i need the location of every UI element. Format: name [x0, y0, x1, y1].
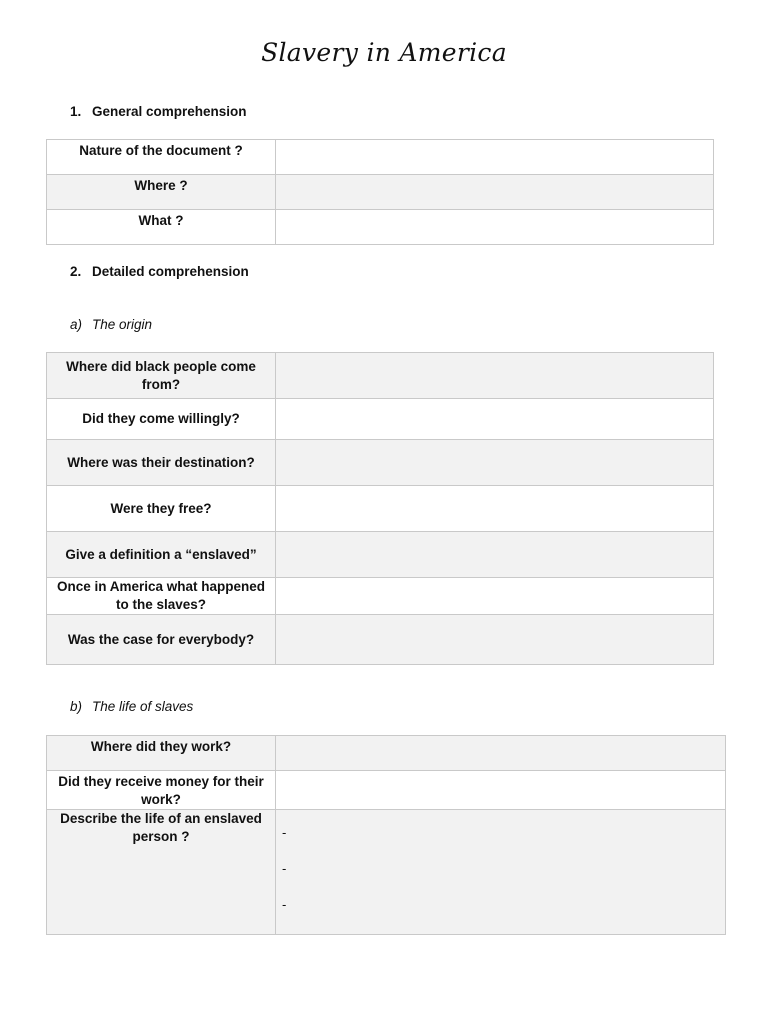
- subsection-label: The life of slaves: [92, 699, 194, 714]
- question-cell: Describe the life of an enslaved person ?: [47, 810, 276, 935]
- answer-cell[interactable]: [276, 399, 714, 440]
- question-cell: Give a definition a “enslaved”: [47, 532, 276, 578]
- dash-bullet: -: [282, 897, 287, 912]
- question-cell: Where was their destination?: [47, 440, 276, 486]
- dash-bullet: -: [282, 861, 287, 876]
- page-title: Slavery in America: [261, 38, 507, 67]
- section-heading-detailed: [70, 264, 249, 279]
- table-row: [47, 399, 714, 440]
- answer-cell[interactable]: [276, 175, 714, 210]
- table-row: [47, 615, 714, 665]
- subsection-heading-origin: [70, 317, 152, 332]
- dash-bullet: -: [282, 825, 287, 840]
- general-comprehension-table: [46, 139, 714, 245]
- subsection-label: The origin: [92, 317, 153, 332]
- answer-cell[interactable]: [276, 532, 714, 578]
- table-row: [47, 771, 726, 810]
- table-row: [47, 578, 714, 615]
- question-cell: Where did black people come from?: [47, 353, 276, 399]
- question-cell: Where ?: [47, 175, 276, 210]
- answer-cell[interactable]: [276, 440, 714, 486]
- question-cell: Were they free?: [47, 486, 276, 532]
- table-row: [47, 532, 714, 578]
- table-row: [47, 440, 714, 486]
- question-cell: Did they receive money for their work?: [47, 771, 276, 810]
- answer-cell[interactable]: [276, 486, 714, 532]
- table-row: [47, 736, 726, 771]
- answer-cell[interactable]: [276, 140, 714, 175]
- table-row: [47, 486, 714, 532]
- section-number: 1.: [70, 104, 82, 119]
- question-cell: What ?: [47, 210, 276, 245]
- answer-cell[interactable]: [276, 353, 714, 399]
- table-row: [47, 140, 714, 175]
- section-label: General comprehension: [92, 104, 247, 119]
- question-cell: Once in America what happened to the slaves?: [47, 578, 276, 615]
- section-label: Detailed comprehension: [92, 264, 249, 279]
- section-number: 2.: [70, 264, 82, 279]
- table-row: [47, 210, 714, 245]
- table-row: [47, 353, 714, 399]
- subsection-number: b): [70, 699, 83, 714]
- question-cell: Was the case for everybody?: [47, 615, 276, 665]
- subsection-number: a): [70, 317, 83, 332]
- section-heading-general: [70, 104, 247, 119]
- question-cell: Nature of the document ?: [47, 140, 276, 175]
- table-row: [47, 175, 714, 210]
- origin-table: [46, 352, 714, 665]
- subsection-heading-life: [70, 699, 193, 714]
- answer-cell[interactable]: [276, 810, 726, 935]
- answer-cell[interactable]: [276, 210, 714, 245]
- answer-cell[interactable]: [276, 771, 726, 810]
- answer-cell[interactable]: [276, 615, 714, 665]
- answer-cell[interactable]: [276, 736, 726, 771]
- question-cell: Did they come willingly?: [47, 399, 276, 440]
- question-cell: Where did they work?: [47, 736, 276, 771]
- dash-list: [282, 810, 719, 932]
- table-row: [47, 810, 726, 935]
- answer-cell[interactable]: [276, 578, 714, 615]
- life-of-slaves-table: [46, 735, 726, 935]
